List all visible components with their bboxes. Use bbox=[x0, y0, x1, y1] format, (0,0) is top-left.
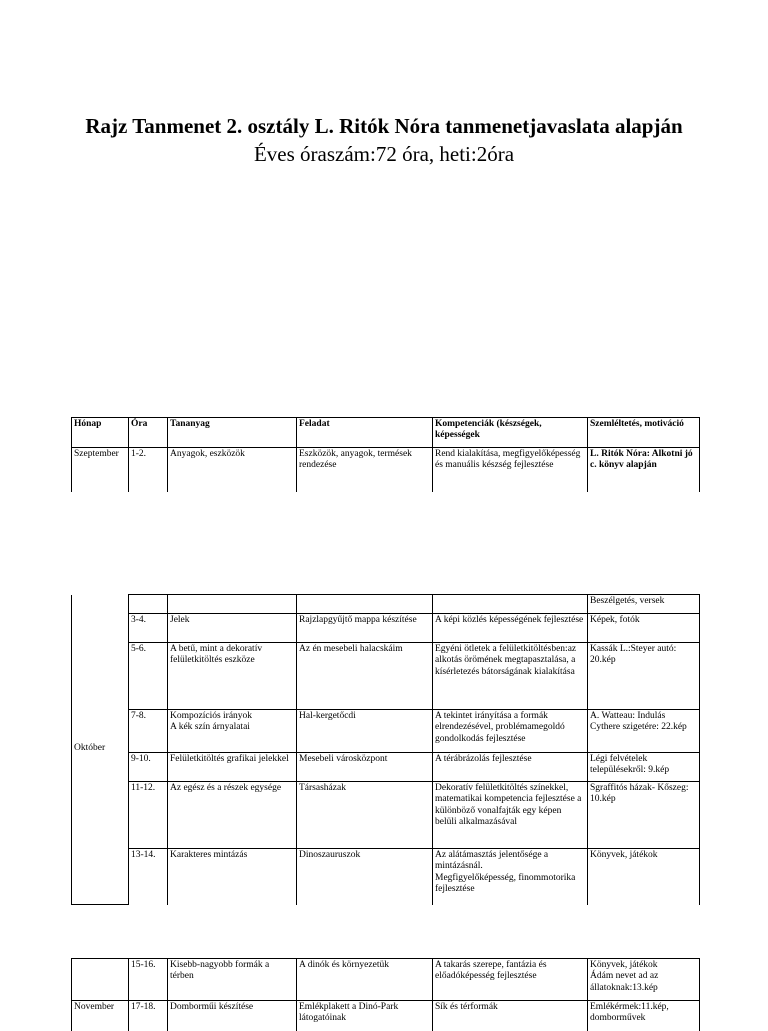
cell-ora: 5-6. bbox=[129, 643, 168, 710]
cell-szemleltetes: Emlékérmek:11.kép, domborművek bbox=[588, 1001, 700, 1031]
header-feladat: Feladat bbox=[297, 418, 433, 448]
cell-ora: 9-10. bbox=[129, 753, 168, 782]
cell-kompetenciak: Az alátámasztás jelentősége a mintázásnál. Megfigyelőképesség, finommotorika fejlesztése bbox=[433, 849, 588, 905]
table-row bbox=[72, 614, 700, 643]
header-honap: Hónap bbox=[72, 418, 129, 448]
cell-kompetenciak: A takarás szerepe, fantázia és előadóképesség fejlesztése bbox=[433, 959, 588, 1001]
cell-feladat: A dinók és környezetük bbox=[297, 959, 433, 1001]
cell-ora: 17-18. bbox=[129, 1001, 168, 1031]
month-cell-empty bbox=[72, 959, 129, 1001]
cell-feladat bbox=[297, 595, 433, 614]
cell-kompetenciak: Rend kialakítása, megfigyelőképesség és manuális készség fejlesztése bbox=[433, 448, 588, 492]
table-row bbox=[72, 710, 700, 753]
cell-ora bbox=[129, 595, 168, 614]
header-ora: Óra bbox=[129, 418, 168, 448]
curriculum-table-september bbox=[71, 417, 700, 492]
header-kompetenciak: Kompetenciák (készségek, képességek bbox=[433, 418, 588, 448]
cell-tananyag: Kisebb-nagyobb formák a térben bbox=[168, 959, 297, 1001]
cell-kompetenciak bbox=[433, 595, 588, 614]
cell-tananyag: Karakteres mintázás bbox=[168, 849, 297, 905]
table-row bbox=[72, 753, 700, 782]
cell-feladat: Az én mesebeli halacskáim bbox=[297, 643, 433, 710]
cell-feladat: Dinoszauruszok bbox=[297, 849, 433, 905]
cell-feladat: Hal-kergetőcdi bbox=[297, 710, 433, 753]
cell-kompetenciak: Dekoratív felületkitöltés színekkel, matematikai kompetencia fejlesztése a különböző vonalfajták egy képen belüli alkalmazásával bbox=[433, 782, 588, 849]
cell-feladat: Mesebeli városközpont bbox=[297, 753, 433, 782]
document-title: Rajz Tanmenet 2. osztály L. Ritók Nóra tanmenetjavaslata alapján bbox=[85, 114, 683, 138]
cell-kompetenciak: Egyéni ötletek a felületkitöltésben:az alkotás örömének megtapasztalása, a kísérletezés bátorságának kialakítása bbox=[433, 643, 588, 710]
cell-kompetenciak: A képi közlés képességének fejlesztése bbox=[433, 614, 588, 643]
header-szemleltetes: Szemléltetés, motiváció bbox=[588, 418, 700, 448]
table-header-row bbox=[72, 418, 700, 448]
table-row bbox=[72, 448, 700, 492]
table-row bbox=[72, 959, 700, 1001]
cell-tananyag: Anyagok, eszközök bbox=[168, 448, 297, 492]
cell-kompetenciak: A tekintet irányítása a formák elrendezésével, problémamegoldó gondolkodás fejlesztése bbox=[433, 710, 588, 753]
cell-feladat: Emlékplakett a Dinó-Park látogatóinak bbox=[297, 1001, 433, 1031]
table-row bbox=[72, 1001, 700, 1031]
cell-tananyag: A betű, mint a dekoratív felületkitöltés eszköze bbox=[168, 643, 297, 710]
table-row bbox=[72, 782, 700, 849]
cell-feladat: Rajzlapgyűjtő mappa készítése bbox=[297, 614, 433, 643]
cell-ora: 13-14. bbox=[129, 849, 168, 905]
cell-tananyag: Jelek bbox=[168, 614, 297, 643]
cell-tananyag bbox=[168, 595, 297, 614]
cell-szemleltetes: Kassák L.:Steyer autó: 20.kép bbox=[588, 643, 700, 710]
cell-kompetenciak: A térábrázolás fejlesztése bbox=[433, 753, 588, 782]
cell-szemleltetes: A. Watteau: Indulás Cythere szigetére: 22.kép bbox=[588, 710, 700, 753]
cell-ora: 11-12. bbox=[129, 782, 168, 849]
table-row bbox=[72, 849, 700, 905]
table-row bbox=[72, 643, 700, 710]
cell-ora: 3-4. bbox=[129, 614, 168, 643]
cell-tananyag: Domborműi készítése bbox=[168, 1001, 297, 1031]
header-tananyag: Tananyag bbox=[168, 418, 297, 448]
cell-feladat: Eszközök, anyagok, termések rendezése bbox=[297, 448, 433, 492]
cell-szemleltetes: Könyvek, játékok bbox=[588, 849, 700, 905]
cell-tananyag: Felületkitöltés grafikai jelekkel bbox=[168, 753, 297, 782]
cell-szemleltetes: Képek, fotók bbox=[588, 614, 700, 643]
month-cell-october: Október bbox=[72, 595, 129, 905]
cell-honap: Szeptember bbox=[72, 448, 129, 492]
cell-szemleltetes: Beszélgetés, versek bbox=[588, 595, 700, 614]
cell-szemleltetes: Könyvek, játékok Ádám nevet ad az állatoknak:13.kép bbox=[588, 959, 700, 1001]
table-row bbox=[72, 595, 700, 614]
cell-ora: 1-2. bbox=[129, 448, 168, 492]
cell-szemleltetes: Sgraffitós házak- Kőszeg: 10.kép bbox=[588, 782, 700, 849]
cell-szemleltetes: Légi felvételek településekről: 9.kép bbox=[588, 753, 700, 782]
cell-szemleltetes: L. Ritók Nóra: Alkotni jó c. könyv alapján bbox=[588, 448, 700, 492]
document-subtitle: Éves óraszám:72 óra, heti:2óra bbox=[253, 142, 515, 166]
cell-kompetenciak: Sík és térformák bbox=[433, 1001, 588, 1031]
curriculum-table-october bbox=[71, 594, 700, 905]
cell-ora: 7-8. bbox=[129, 710, 168, 753]
cell-tananyag: Az egész és a részek egysége bbox=[168, 782, 297, 849]
cell-tananyag: Kompozíciós irányok A kék szín árnyalatai bbox=[168, 710, 297, 753]
cell-ora: 15-16. bbox=[129, 959, 168, 1001]
cell-feladat: Társasházak bbox=[297, 782, 433, 849]
curriculum-table-november bbox=[71, 958, 700, 1031]
month-cell-november: November bbox=[72, 1001, 129, 1031]
